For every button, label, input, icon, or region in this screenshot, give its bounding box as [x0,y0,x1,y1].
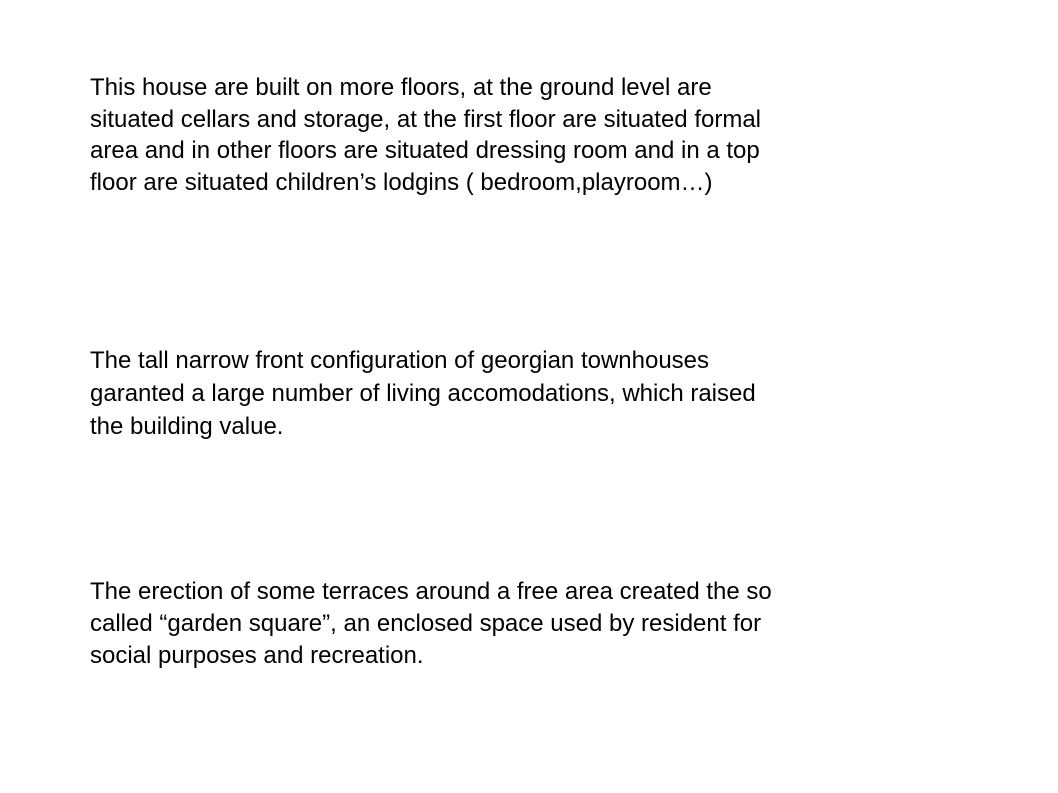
text-line: The erection of some terraces around a free area created the so [90,578,772,605]
paragraph-floors [90,72,1020,198]
text-line: floor are situated children’s lodgins ( bedroom,playroom…) [90,168,713,196]
text-line: situated cellars and storage, at the first floor are situated formal [90,105,762,133]
text-line: The tall narrow front configuration of georgian townhouses [90,347,710,374]
text-line: This house are built on more floors, at the ground level are [90,74,712,101]
paragraph-front-configuration [90,344,1020,443]
text-line: garanted a large number of living accomodations, which raised [90,380,756,407]
text-line: called “garden square”, an enclosed space used by resident for [90,610,762,637]
paragraph-garden-square [90,576,1020,672]
text-line: the building value. [90,413,284,440]
text-line: social purposes and recreation. [90,642,424,669]
text-line: area and in other floors are situated dressing room and in a top [90,137,760,164]
